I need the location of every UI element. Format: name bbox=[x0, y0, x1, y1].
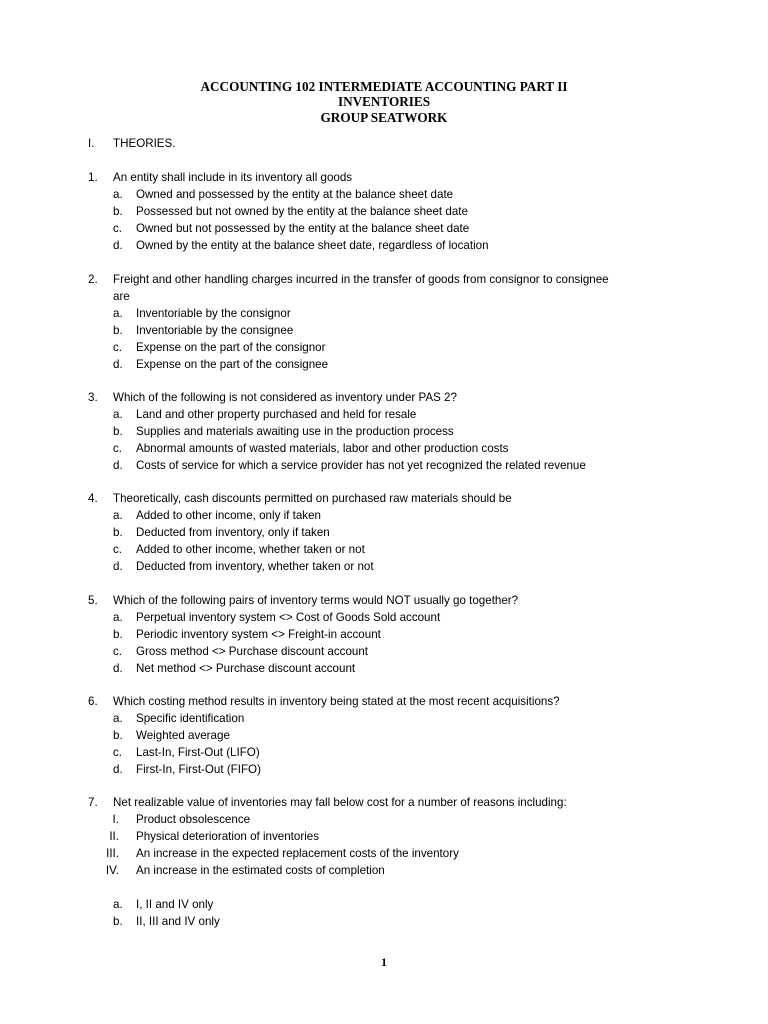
question-number: 2. bbox=[88, 273, 98, 286]
question-number: 7. bbox=[88, 796, 98, 809]
option-letter: b. bbox=[113, 628, 123, 641]
option-text: Inventoriable by the consignor bbox=[136, 307, 291, 320]
reason-numeral: IV. bbox=[105, 864, 119, 877]
option-text: Last-In, First-Out (LIFO) bbox=[136, 746, 260, 759]
option-text: Land and other property purchased and held for resale bbox=[136, 408, 417, 421]
option-text: Periodic inventory system <> Freight-in account bbox=[136, 628, 381, 641]
option-letter: b. bbox=[113, 324, 123, 337]
reason-text: An increase in the estimated costs of completion bbox=[136, 864, 385, 877]
document-title: ACCOUNTING 102 INTERMEDIATE ACCOUNTING PART II bbox=[200, 79, 568, 94]
question-number: 3. bbox=[88, 391, 98, 404]
option-letter: d. bbox=[113, 459, 123, 472]
option-letter: a. bbox=[113, 188, 123, 201]
section-number: I. bbox=[88, 137, 95, 150]
option-text: I, II and IV only bbox=[136, 898, 214, 911]
option-letter: c. bbox=[113, 543, 123, 556]
option-letter: d. bbox=[113, 239, 123, 252]
option-letter: c. bbox=[113, 645, 123, 658]
option-text: Perpetual inventory system <> Cost of Goods Sold account bbox=[136, 611, 441, 624]
option-text: Expense on the part of the consignee bbox=[136, 358, 329, 371]
option-text: Deducted from inventory, only if taken bbox=[136, 526, 330, 539]
option-text: Possessed but not owned by the entity at the balance sheet date bbox=[136, 205, 468, 218]
option-letter: d. bbox=[113, 358, 123, 371]
option-letter: c. bbox=[113, 746, 123, 759]
option-letter: d. bbox=[113, 662, 123, 675]
option-letter: b. bbox=[113, 526, 123, 539]
option-text: Abnormal amounts of wasted materials, labor and other production costs bbox=[136, 442, 509, 455]
option-text: Net method <> Purchase discount account bbox=[136, 662, 356, 675]
question-number: 4. bbox=[88, 492, 98, 505]
option-letter: a. bbox=[113, 509, 123, 522]
option-text: Costs of service for which a service provider has not yet recognized the related revenue bbox=[136, 459, 586, 472]
option-text: Owned but not possessed by the entity at the balance sheet date bbox=[136, 222, 470, 235]
option-letter: a. bbox=[113, 408, 123, 421]
option-text: Added to other income, only if taken bbox=[136, 509, 321, 522]
option-letter: a. bbox=[113, 898, 123, 911]
question-number: 5. bbox=[88, 594, 98, 607]
option-text: Supplies and materials awaiting use in the production process bbox=[136, 425, 454, 438]
option-text: Specific identification bbox=[136, 712, 245, 725]
option-letter: b. bbox=[113, 425, 123, 438]
section-title: THEORIES. bbox=[113, 137, 176, 150]
option-letter: d. bbox=[113, 763, 123, 776]
option-text: Inventoriable by the consignee bbox=[136, 324, 294, 337]
option-text: Gross method <> Purchase discount account bbox=[136, 645, 369, 658]
document-subtitle-2: GROUP SEATWORK bbox=[320, 110, 448, 125]
question-text: Freight and other handling charges incurred in the transfer of goods from consignor to consignee bbox=[113, 273, 609, 286]
reason-numeral: I. bbox=[112, 813, 119, 826]
option-letter: a. bbox=[113, 307, 123, 320]
option-text: II, III and IV only bbox=[136, 915, 220, 928]
reason-text: An increase in the expected replacement costs of the inventory bbox=[136, 847, 459, 860]
option-text: Owned by the entity at the balance sheet date, regardless of location bbox=[136, 239, 489, 252]
option-text: Deducted from inventory, whether taken or not bbox=[136, 560, 374, 573]
option-letter: a. bbox=[113, 611, 123, 624]
option-letter: c. bbox=[113, 442, 123, 455]
question-text: Which of the following pairs of inventory terms would NOT usually go together? bbox=[113, 594, 519, 607]
option-letter: a. bbox=[113, 712, 123, 725]
reason-text: Physical deterioration of inventories bbox=[136, 830, 320, 843]
option-text: First-In, First-Out (FIFO) bbox=[136, 763, 261, 776]
reason-numeral: II. bbox=[109, 830, 119, 843]
option-letter: b. bbox=[113, 915, 123, 928]
question-text: Theoretically, cash discounts permitted on purchased raw materials should be bbox=[113, 492, 512, 505]
document-subtitle: INVENTORIES bbox=[337, 94, 431, 109]
option-letter: c. bbox=[113, 222, 123, 235]
option-letter: b. bbox=[113, 205, 123, 218]
question-text: Which of the following is not considered as inventory under PAS 2? bbox=[113, 391, 457, 404]
question-number: 6. bbox=[88, 695, 98, 708]
question-text: An entity shall include in its inventory all goods bbox=[113, 171, 353, 184]
option-text: Weighted average bbox=[136, 729, 230, 742]
option-text: Owned and possessed by the entity at the balance sheet date bbox=[136, 188, 454, 201]
option-text: Added to other income, whether taken or not bbox=[136, 543, 365, 556]
question-text: Which costing method results in inventory being stated at the most recent acquisitions? bbox=[113, 695, 560, 708]
question-number: 1. bbox=[88, 171, 98, 184]
reason-text: Product obsolescence bbox=[136, 813, 251, 826]
option-letter: c. bbox=[113, 341, 123, 354]
option-letter: b. bbox=[113, 729, 123, 742]
question-text: Net realizable value of inventories may fall below cost for a number of reasons including: bbox=[113, 796, 567, 809]
option-letter: d. bbox=[113, 560, 123, 573]
question-text-continued: are bbox=[113, 290, 130, 303]
page-number: 1 bbox=[381, 955, 387, 969]
option-text: Expense on the part of the consignor bbox=[136, 341, 326, 354]
reason-numeral: III. bbox=[106, 847, 119, 860]
